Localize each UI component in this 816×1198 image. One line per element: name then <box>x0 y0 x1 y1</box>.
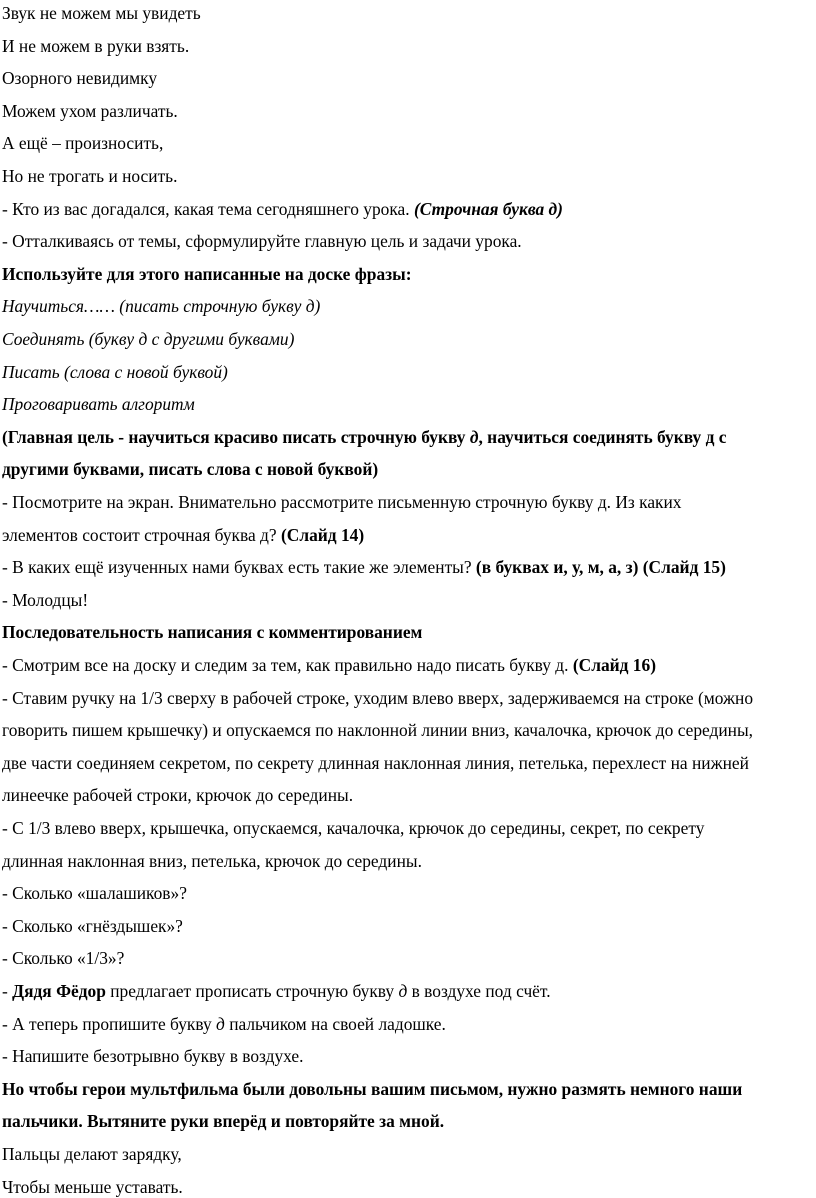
text-segment: - Сколько «шалашиков»? <box>2 883 187 904</box>
text-segment: д <box>216 1013 225 1034</box>
text-segment: длинная наклонная вниз, петелька, крючок до середины. <box>2 850 422 871</box>
text-segment: - Отталкиваясь от темы, сформулируйте главную цель и задачи урока. <box>2 231 522 252</box>
text-segment: - <box>2 981 13 1001</box>
text-line <box>2 882 187 904</box>
text-segment: д <box>398 981 408 1001</box>
text-segment: (Главная цель - научиться красиво писать строчную букву <box>2 426 470 447</box>
text-line <box>2 556 726 578</box>
text-segment: Можем ухом различать. <box>2 100 178 121</box>
text-line <box>2 361 228 383</box>
text-segment: линеечке рабочей строки, крючок до середины. <box>2 785 354 806</box>
text-segment: - Смотрим все на доску и следим за тем, как правильно надо писать букву д. <box>2 655 573 675</box>
text-segment: - А теперь пропишите букву <box>2 1013 217 1034</box>
text-line <box>2 850 422 872</box>
text-line <box>2 1143 182 1165</box>
text-line <box>2 198 563 220</box>
text-line <box>2 1045 303 1067</box>
text-line <box>2 67 157 89</box>
text-segment: Но не трогать и носить. <box>2 166 178 186</box>
text-line <box>2 784 353 806</box>
text-line <box>2 263 412 285</box>
text-segment: - С 1/3 влево вверх, крышечка, опускаемся, качалочка, крючок до середины, секрет, по секрету <box>2 818 705 838</box>
text-line <box>2 1110 444 1132</box>
text-line <box>2 589 88 611</box>
text-segment: Озорного невидимку <box>2 68 158 89</box>
text-line <box>2 2 201 24</box>
text-segment: - Кто из вас догадался, какая тема сегодняшнего урока. <box>2 198 414 219</box>
text-segment: Научиться…… (писать строчную букву д) <box>2 296 321 317</box>
text-segment: элементов состоит строчная буква д? <box>2 524 281 545</box>
text-segment: (в буквах и, у, м, а, з) (Слайд 15) <box>475 557 726 578</box>
text-segment: Проговаривать алгоритм <box>2 394 195 415</box>
text-line <box>2 752 749 774</box>
text-line <box>2 35 189 57</box>
text-segment: - Молодцы! <box>2 589 89 610</box>
text-line <box>2 980 551 1002</box>
text-segment: - Сколько «гнёздышек»? <box>2 915 183 936</box>
text-segment: - Ставим ручку на 1/3 сверху в рабочей строке, уходим влево вверх, задерживаемся на строке (можно <box>2 687 754 708</box>
text-line <box>2 654 656 676</box>
text-line <box>2 817 704 839</box>
text-line <box>2 491 682 513</box>
text-line <box>2 132 163 154</box>
text-segment: (Слайд 14) <box>280 524 365 545</box>
text-segment: - Напишите безотрывно букву в воздухе. <box>2 1046 304 1067</box>
text-segment: Чтобы меньше уставать. <box>2 1176 183 1197</box>
text-line <box>2 947 124 969</box>
text-line <box>2 524 364 546</box>
text-segment: И не можем в руки взять. <box>2 35 190 56</box>
text-segment: (Слайд 16) <box>572 655 656 675</box>
text-segment: Звук не можем мы увидеть <box>2 3 201 23</box>
text-line <box>2 426 726 448</box>
text-line <box>2 1176 183 1198</box>
text-line <box>2 1013 446 1035</box>
text-line <box>2 295 320 317</box>
text-line <box>2 328 294 350</box>
text-segment: А ещё – произносить, <box>2 133 164 154</box>
text-segment: Соединять (букву д с другими буквами) <box>2 329 295 349</box>
text-segment: - В каких ещё изученных нами буквах есть такие же элементы? <box>2 557 476 578</box>
text-segment: другими буквами, писать слова с новой буквой) <box>2 459 379 480</box>
text-line <box>2 100 178 122</box>
text-segment: д <box>469 426 479 447</box>
text-segment: Используйте для этого написанные на доске фразы: <box>2 263 412 284</box>
text-line <box>2 1078 742 1100</box>
text-line <box>2 393 195 415</box>
text-segment: Но чтобы герои мультфильма были довольны вашим письмом, нужно размять немного наши <box>2 1078 743 1099</box>
text-line <box>2 621 422 643</box>
text-segment: , научиться соединять букву д с <box>478 426 727 447</box>
text-segment: Писать (слова с новой буквой) <box>2 361 228 382</box>
text-line <box>2 687 753 709</box>
text-line <box>2 458 378 480</box>
text-segment: две части соединяем секретом, по секрету длинная наклонная линия, петелька, перехлест на нижней <box>2 752 749 773</box>
text-line <box>2 915 183 937</box>
text-line <box>2 230 522 252</box>
text-segment: - Сколько «1/3»? <box>2 948 125 969</box>
text-line <box>2 165 177 187</box>
text-segment: пальчики. Вытяните руки вперёд и повторяйте за мной. <box>2 1111 445 1132</box>
text-segment: Последовательность написания с комментированием <box>2 622 423 643</box>
text-segment: (Строчная буква д) <box>413 198 563 219</box>
text-segment: пальчиком на своей ладошке. <box>224 1013 446 1034</box>
text-segment: в воздухе под счёт. <box>407 981 551 1001</box>
text-segment: Пальцы делают зарядку, <box>2 1144 182 1164</box>
text-segment: говорить пишем крышечку) и опускаемся по наклонной линии вниз, качалочка, крючок до середины, <box>2 720 754 741</box>
text-segment: предлагает прописать строчную букву <box>105 981 399 1001</box>
text-segment: Дядя Фёдор <box>12 981 106 1001</box>
text-segment: - Посмотрите на экран. Внимательно рассмотрите письменную строчную букву д. Из каких <box>2 492 682 512</box>
text-line <box>2 719 753 741</box>
